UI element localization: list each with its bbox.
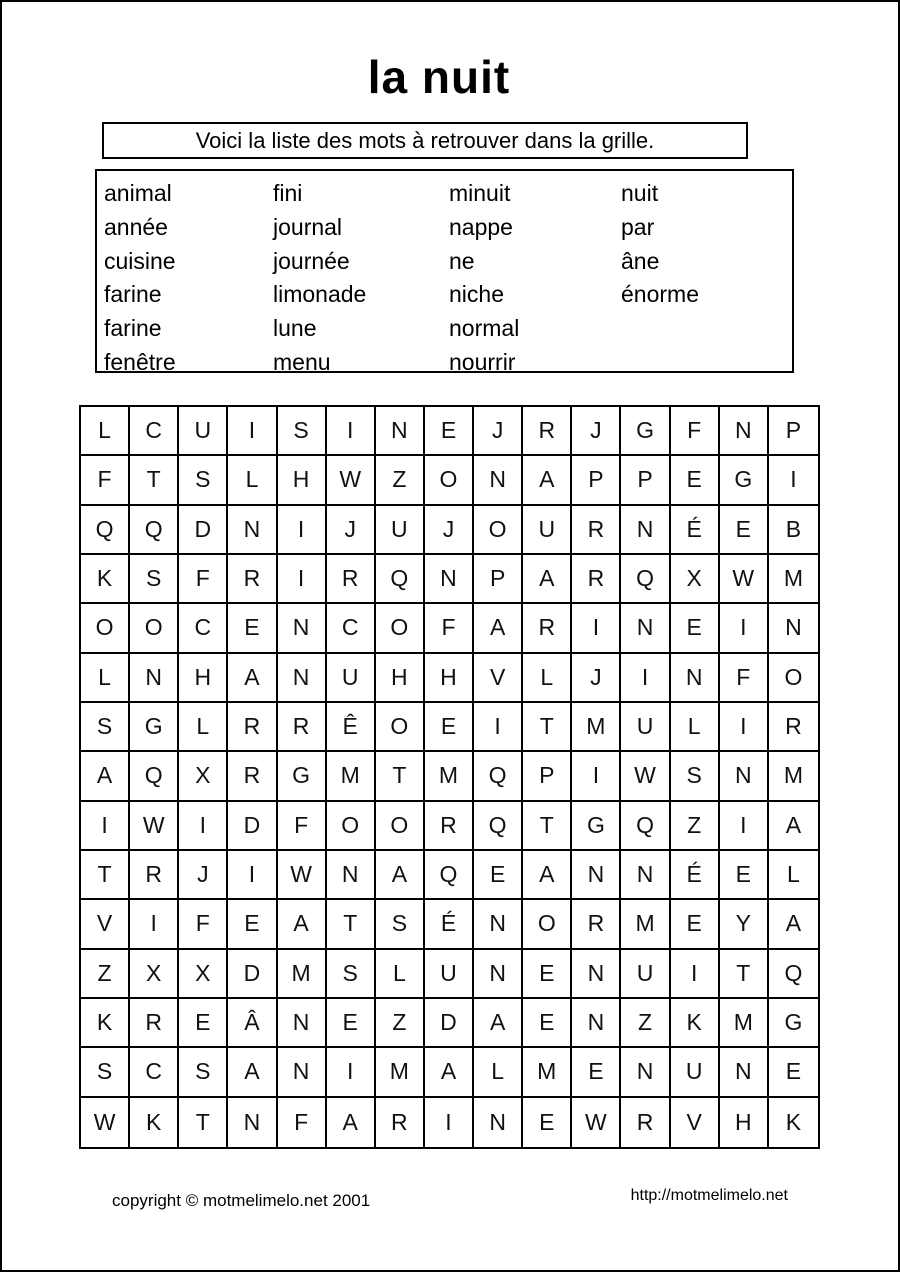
grid-cell: E <box>228 604 277 653</box>
grid-cell: X <box>179 950 228 999</box>
grid-cell: T <box>179 1098 228 1147</box>
grid-cell: O <box>81 604 130 653</box>
grid-cell: D <box>425 999 474 1048</box>
grid-cell: É <box>425 900 474 949</box>
grid-cell: É <box>671 851 720 900</box>
grid-cell: R <box>572 900 621 949</box>
grid-cell: V <box>81 900 130 949</box>
word-list-item: énorme <box>621 281 699 308</box>
word-list-item: ne <box>449 247 475 274</box>
grid-cell: L <box>474 1048 523 1097</box>
grid-cell: P <box>474 555 523 604</box>
word-list-item: limonade <box>273 281 367 308</box>
grid-cell: A <box>278 900 327 949</box>
word-list-item: fini <box>273 180 303 206</box>
grid-cell: A <box>81 752 130 801</box>
grid-cell: U <box>621 950 670 999</box>
grid-cell: M <box>425 752 474 801</box>
grid-cell: J <box>179 851 228 900</box>
grid-cell: M <box>376 1048 425 1097</box>
grid-cell: T <box>130 456 179 505</box>
grid-cell: N <box>425 555 474 604</box>
word-list-box <box>95 169 794 373</box>
grid-cell: P <box>769 407 818 456</box>
grid-cell: Q <box>474 802 523 851</box>
grid-cell: C <box>327 604 376 653</box>
grid-cell: Z <box>376 999 425 1048</box>
grid-cell: N <box>376 407 425 456</box>
grid-cell: L <box>228 456 277 505</box>
grid-cell: Q <box>376 555 425 604</box>
word-list-item: farine <box>104 281 162 308</box>
grid-cell: Q <box>621 802 670 851</box>
grid-cell: W <box>572 1098 621 1147</box>
grid-cell: S <box>179 1048 228 1097</box>
grid-cell: F <box>720 654 769 703</box>
grid-cell: I <box>179 802 228 851</box>
grid-cell: N <box>671 654 720 703</box>
grid-cell: E <box>425 703 474 752</box>
grid-cell: S <box>327 950 376 999</box>
grid-cell: F <box>179 555 228 604</box>
word-list-item: âne <box>621 247 660 274</box>
grid-cell: Q <box>474 752 523 801</box>
grid-cell: G <box>769 999 818 1048</box>
grid-cell: D <box>179 506 228 555</box>
grid-cell: R <box>621 1098 670 1147</box>
grid-cell: L <box>376 950 425 999</box>
grid-cell: E <box>720 506 769 555</box>
grid-cell: L <box>179 703 228 752</box>
instruction-text: Voici la liste des mots à retrouver dans la grille. <box>195 127 655 153</box>
grid-cell: U <box>179 407 228 456</box>
word-list-column <box>273 177 366 380</box>
word-list-item: par <box>621 213 655 240</box>
grid-cell: Z <box>671 802 720 851</box>
grid-cell: C <box>130 1048 179 1097</box>
grid-cell: V <box>671 1098 720 1147</box>
grid-cell: É <box>671 506 720 555</box>
grid-cell: T <box>523 802 572 851</box>
grid-cell: H <box>720 1098 769 1147</box>
grid-cell: E <box>572 1048 621 1097</box>
grid-cell: W <box>81 1098 130 1147</box>
grid-cell: S <box>278 407 327 456</box>
word-search-grid <box>79 405 820 1149</box>
grid-cell: A <box>425 1048 474 1097</box>
grid-cell: N <box>327 851 376 900</box>
grid-cell: A <box>769 802 818 851</box>
grid-cell: I <box>130 900 179 949</box>
word-list-item: niche <box>449 281 504 308</box>
grid-cell: T <box>523 703 572 752</box>
grid-cell: A <box>523 851 572 900</box>
word-list-item: menu <box>273 348 331 375</box>
grid-cell: W <box>278 851 327 900</box>
grid-cell: J <box>327 506 376 555</box>
word-list-item: farine <box>104 315 162 342</box>
grid-cell: M <box>278 950 327 999</box>
grid-cell: E <box>425 407 474 456</box>
grid-cell: E <box>327 999 376 1048</box>
grid-cell: N <box>474 1098 523 1147</box>
grid-cell: U <box>376 506 425 555</box>
grid-cell: L <box>81 654 130 703</box>
word-list-item: nappe <box>449 213 513 240</box>
grid-cell: S <box>179 456 228 505</box>
grid-cell: U <box>621 703 670 752</box>
grid-cell: I <box>474 703 523 752</box>
grid-cell: N <box>474 950 523 999</box>
grid-cell: G <box>572 802 621 851</box>
grid-cell: O <box>376 604 425 653</box>
grid-cell: F <box>179 900 228 949</box>
grid-cell: E <box>671 456 720 505</box>
grid-cell: T <box>327 900 376 949</box>
copyright-text: copyright © motmelimelo.net 2001 <box>112 1191 371 1210</box>
grid-cell: I <box>621 654 670 703</box>
grid-cell: R <box>523 407 572 456</box>
grid-cell: M <box>523 1048 572 1097</box>
grid-cell: N <box>474 900 523 949</box>
grid-cell: Q <box>425 851 474 900</box>
grid-cell: R <box>130 851 179 900</box>
word-list-column <box>104 177 176 380</box>
grid-cell: S <box>81 703 130 752</box>
grid-cell: E <box>523 1098 572 1147</box>
grid-cell: J <box>572 654 621 703</box>
grid-cell: I <box>425 1098 474 1147</box>
grid-cell: R <box>228 555 277 604</box>
grid-cell: H <box>278 456 327 505</box>
grid-cell: G <box>278 752 327 801</box>
grid-cell: X <box>130 950 179 999</box>
grid-cell: N <box>720 407 769 456</box>
grid-cell: T <box>376 752 425 801</box>
grid-cell: R <box>228 703 277 752</box>
grid-cell: R <box>228 752 277 801</box>
grid-cell: F <box>278 802 327 851</box>
grid-cell: X <box>671 555 720 604</box>
grid-cell: W <box>720 555 769 604</box>
word-list-item: journée <box>273 247 350 274</box>
grid-cell: L <box>769 851 818 900</box>
grid-cell: P <box>621 456 670 505</box>
grid-cell: N <box>621 604 670 653</box>
word-list-item: nourrir <box>449 348 516 375</box>
grid-cell: Z <box>376 456 425 505</box>
grid-cell: F <box>81 456 130 505</box>
instruction-box <box>102 122 748 159</box>
grid-cell: I <box>720 703 769 752</box>
word-list-item: normal <box>449 315 520 342</box>
grid-cell: G <box>130 703 179 752</box>
grid-cell: I <box>228 407 277 456</box>
grid-cell: P <box>572 456 621 505</box>
grid-cell: I <box>769 456 818 505</box>
grid-cell: N <box>278 999 327 1048</box>
grid-cell: O <box>474 506 523 555</box>
grid-cell: I <box>572 604 621 653</box>
grid-cell: U <box>327 654 376 703</box>
grid-cell: E <box>671 900 720 949</box>
grid-cell: R <box>278 703 327 752</box>
grid-cell: F <box>671 407 720 456</box>
grid-cell: I <box>720 604 769 653</box>
grid-cell: Q <box>81 506 130 555</box>
grid-cell: A <box>523 555 572 604</box>
grid-cell: N <box>572 999 621 1048</box>
grid-cell: I <box>572 752 621 801</box>
grid-cell: O <box>327 802 376 851</box>
grid-cell: M <box>720 999 769 1048</box>
grid-cell: K <box>785 1108 802 1135</box>
grid-cell: N <box>278 1048 327 1097</box>
grid-cell: N <box>720 752 769 801</box>
grid-cell: F <box>278 1098 327 1147</box>
grid-cell: R <box>327 555 376 604</box>
grid-cell: C <box>179 604 228 653</box>
word-list-item: animal <box>104 180 172 206</box>
grid-cell: S <box>81 1048 130 1097</box>
grid-cell: M <box>769 555 818 604</box>
word-list-column <box>621 177 699 312</box>
grid-cell: A <box>474 999 523 1048</box>
grid-cell: M <box>327 752 376 801</box>
grid-cell: N <box>278 604 327 653</box>
grid-cell: E <box>179 999 228 1048</box>
grid-cell: R <box>523 604 572 653</box>
grid-cell: W <box>621 752 670 801</box>
grid-cell: W <box>130 802 179 851</box>
grid-cell: Y <box>720 900 769 949</box>
grid-cell: K <box>130 1098 179 1147</box>
grid-cell: I <box>327 1048 376 1097</box>
grid-cell: A <box>474 604 523 653</box>
grid-cell: T <box>720 950 769 999</box>
grid-cell: S <box>671 752 720 801</box>
grid-cell: K <box>81 999 130 1048</box>
grid-cell: A <box>228 1048 277 1097</box>
word-list-item: fenêtre <box>104 348 176 375</box>
word-list-column <box>449 177 519 380</box>
grid-cell: Ê <box>327 703 376 752</box>
grid-cell: O <box>769 654 818 703</box>
grid-cell: R <box>130 999 179 1048</box>
grid-cell: N <box>572 950 621 999</box>
grid-cell: Q <box>621 555 670 604</box>
word-list-item: année <box>104 213 168 240</box>
grid-cell: R <box>425 802 474 851</box>
word-list-item: journal <box>273 213 343 240</box>
grid-cell: Q <box>130 752 179 801</box>
grid-cell: O <box>376 703 425 752</box>
word-list-item: cuisine <box>104 247 176 274</box>
grid-cell: Q <box>130 506 179 555</box>
grid-cell: J <box>572 407 621 456</box>
grid-cell: I <box>278 555 327 604</box>
grid-cell: L <box>671 703 720 752</box>
grid-cell: N <box>474 456 523 505</box>
grid-cell: C <box>130 407 179 456</box>
grid-cell: R <box>572 506 621 555</box>
grid-cell: A <box>523 456 572 505</box>
grid-cell: L <box>81 407 130 456</box>
grid-cell: A <box>327 1098 376 1147</box>
grid-cell: O <box>376 802 425 851</box>
grid-cell: G <box>621 407 670 456</box>
grid-cell: E <box>523 999 572 1048</box>
grid-cell: I <box>228 851 277 900</box>
grid-cell: N <box>769 604 818 653</box>
grid-cell: N <box>621 506 670 555</box>
grid-cell: X <box>179 752 228 801</box>
grid-cell: K <box>671 999 720 1048</box>
grid-cell: A <box>376 851 425 900</box>
grid-cell: Z <box>81 950 130 999</box>
grid-cell: E <box>720 851 769 900</box>
grid-cell: N <box>621 1048 670 1097</box>
word-list-item: lune <box>273 315 317 342</box>
grid-cell: N <box>130 654 179 703</box>
grid-cell: Q <box>769 950 818 999</box>
grid-cell: R <box>376 1098 425 1147</box>
word-list-item: nuit <box>621 180 659 206</box>
grid-cell: A <box>769 900 818 949</box>
grid-cell: N <box>572 851 621 900</box>
grid-cell: A <box>228 654 277 703</box>
grid-cell: N <box>228 506 277 555</box>
website-url: http://motmelimelo.net <box>630 1187 788 1204</box>
grid-cell: T <box>81 851 130 900</box>
grid-cell: U <box>523 506 572 555</box>
grid-cell: N <box>720 1048 769 1097</box>
grid-cell: N <box>621 851 670 900</box>
grid-cell: K <box>81 555 130 604</box>
grid-cell: M <box>572 703 621 752</box>
grid-cell: R <box>769 703 818 752</box>
word-list-item: minuit <box>449 180 511 206</box>
grid-cell: M <box>769 752 818 801</box>
grid-cell: D <box>228 950 277 999</box>
grid-cell: E <box>228 900 277 949</box>
grid-cell: I <box>81 802 130 851</box>
grid-cell: D <box>228 802 277 851</box>
grid-cell: H <box>425 654 474 703</box>
grid-cell: E <box>671 604 720 653</box>
grid-cell: B <box>769 506 818 555</box>
grid-cell: O <box>130 604 179 653</box>
grid-cell: R <box>572 555 621 604</box>
grid-cell: P <box>523 752 572 801</box>
grid-cell: M <box>621 900 670 949</box>
grid-cell: I <box>720 802 769 851</box>
grid-cell: H <box>179 654 228 703</box>
grid-cell: E <box>523 950 572 999</box>
grid-cell: U <box>671 1048 720 1097</box>
grid-cell: F <box>425 604 474 653</box>
grid-cell: I <box>278 506 327 555</box>
page-title: la nuit <box>367 51 511 103</box>
grid-cell: S <box>376 900 425 949</box>
grid-cell: J <box>425 506 474 555</box>
grid-cell: O <box>523 900 572 949</box>
grid-cell: E <box>474 851 523 900</box>
grid-cell: H <box>376 654 425 703</box>
grid-cell: L <box>523 654 572 703</box>
grid-cell: U <box>425 950 474 999</box>
grid-cell: W <box>327 456 376 505</box>
grid-cell: V <box>474 654 523 703</box>
grid-cell: Â <box>228 999 277 1048</box>
grid-cell: N <box>228 1098 277 1147</box>
grid-cell: Z <box>621 999 670 1048</box>
grid-cell: O <box>425 456 474 505</box>
grid-cell: N <box>278 654 327 703</box>
grid-cell: E <box>769 1048 818 1097</box>
grid-cell: G <box>720 456 769 505</box>
grid-cell: J <box>474 407 523 456</box>
grid-cell: I <box>327 407 376 456</box>
grid-cell: I <box>671 950 720 999</box>
grid-cell: S <box>130 555 179 604</box>
